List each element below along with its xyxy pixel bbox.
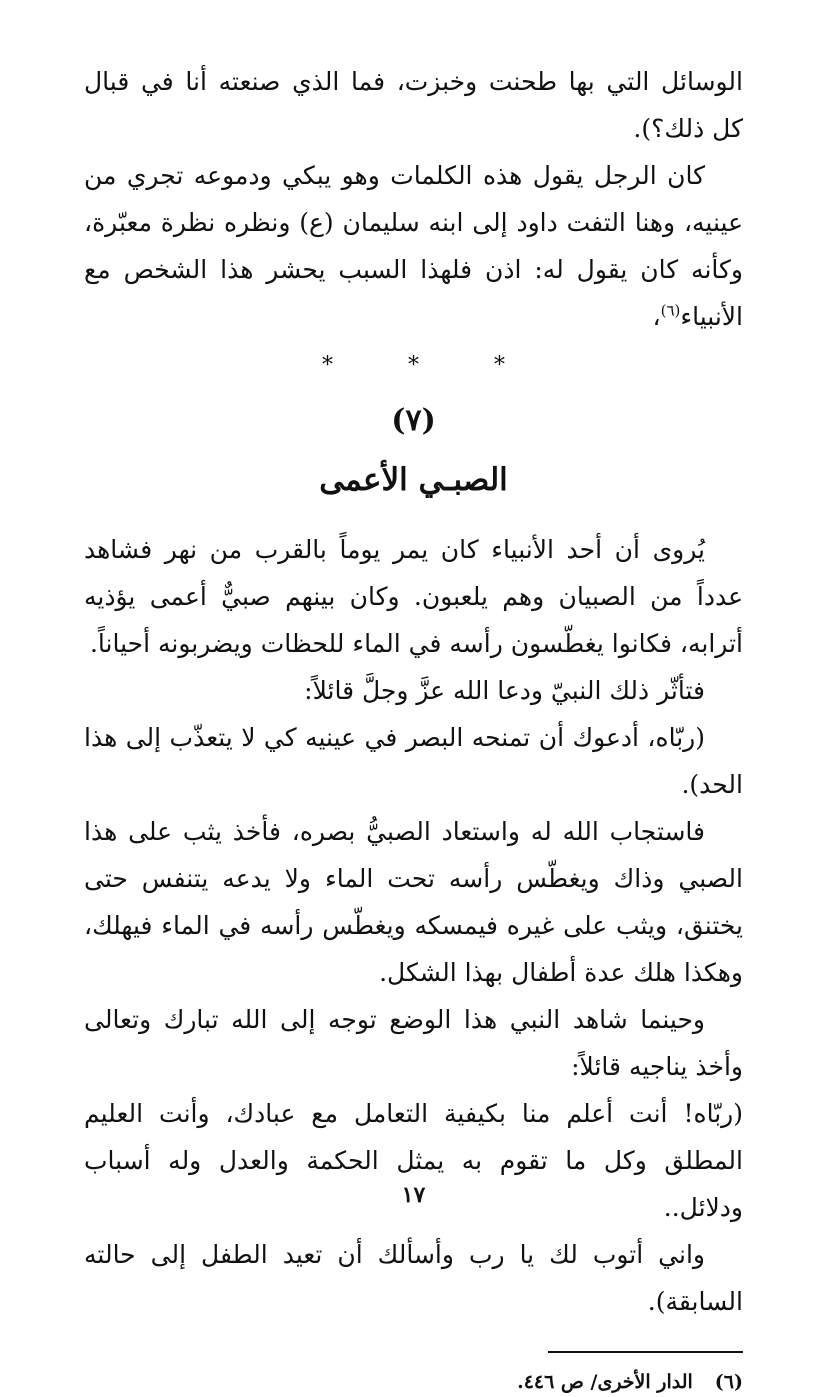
paragraph-quote: (ربّاه! أنت أعلم منا بكيفية التعامل مع عبادك، وأنت العليم المطلق وكل ما تقوم به يمثل الحكمة والعدل وله أسباب ودلائل.. — [84, 1099, 743, 1222]
footnote-text: الدار الأخرى/ ص ٤٤٦. — [517, 1371, 693, 1393]
paragraph-tail: ، — [652, 302, 661, 331]
paragraph: وحينما شاهد النبي هذا الوضع توجه إلى الله تبارك وتعالى وأخذ يناجيه قائلاً: — [84, 1005, 743, 1081]
footnote — [84, 1367, 743, 1397]
paragraph: فاستجاب الله له واستعاد الصبيُّ بصره، فأخذ يثب على هذا الصبي وذاك ويغطّس رأسه تحت الماء ولا يدعه يتنفس حتى يختنق، ويثب على غيره فيمسكه ويغطّس رأسه في الماء فيهلك، وهكذا هلك عدة أطفال بهذا الشكل. — [84, 817, 743, 987]
footnote-divider-wrap — [84, 1325, 743, 1367]
paragraph-continued: الوسائل التي بها طحنت وخبزت، فما الذي صنعته أنا في قبال كل ذلك؟). — [84, 67, 743, 143]
footnote-reference[interactable]: (٦) — [660, 301, 681, 320]
section-title: الصبـي الأعمى — [319, 462, 508, 498]
paragraph: فتأثّر ذلك النبيّ ودعا الله عزَّ وجلَّ قائلاً: — [304, 676, 705, 705]
paragraph-quote: (ربّاه، أدعوك أن تمنحه البصر في عينيه كي لا يتعذّب إلى هذا الحد). — [84, 723, 743, 799]
paragraph-text: كان الرجل يقول هذه الكلمات وهو يبكي ودموعه تجري من عينيه، وهنا التفت داود إلى ابنه سليمان (ع) ونظره نظرة معبّرة، وكأنه كان يقول له: اذن فلهذا السبب يحشر هذا الشخص مع الأنبياء — [84, 161, 743, 331]
section-separator: * * * — [322, 353, 539, 378]
page-number: ١٧ — [401, 1182, 426, 1208]
paragraph-quote: واني أتوب لك يا رب وأسألك أن تعيد الطفل إلى حالته السابقة). — [84, 1240, 743, 1316]
paragraph-with-footnote — [84, 152, 743, 340]
footnote-number: (٦) — [714, 1371, 743, 1393]
paragraph: يُروى أن أحد الأنبياء كان يمر يوماً بالقرب من نهر فشاهد عدداً من الصبيان وهم يلعبون. وكان بينهم صبيٌّ أعمى يؤذيه أترابه، فكانوا يغطّسون رأسه في الماء للحظات ويضربونه أحياناً. — [84, 535, 743, 658]
section-number: (٧) — [391, 403, 436, 438]
footnote-divider — [548, 1351, 743, 1353]
